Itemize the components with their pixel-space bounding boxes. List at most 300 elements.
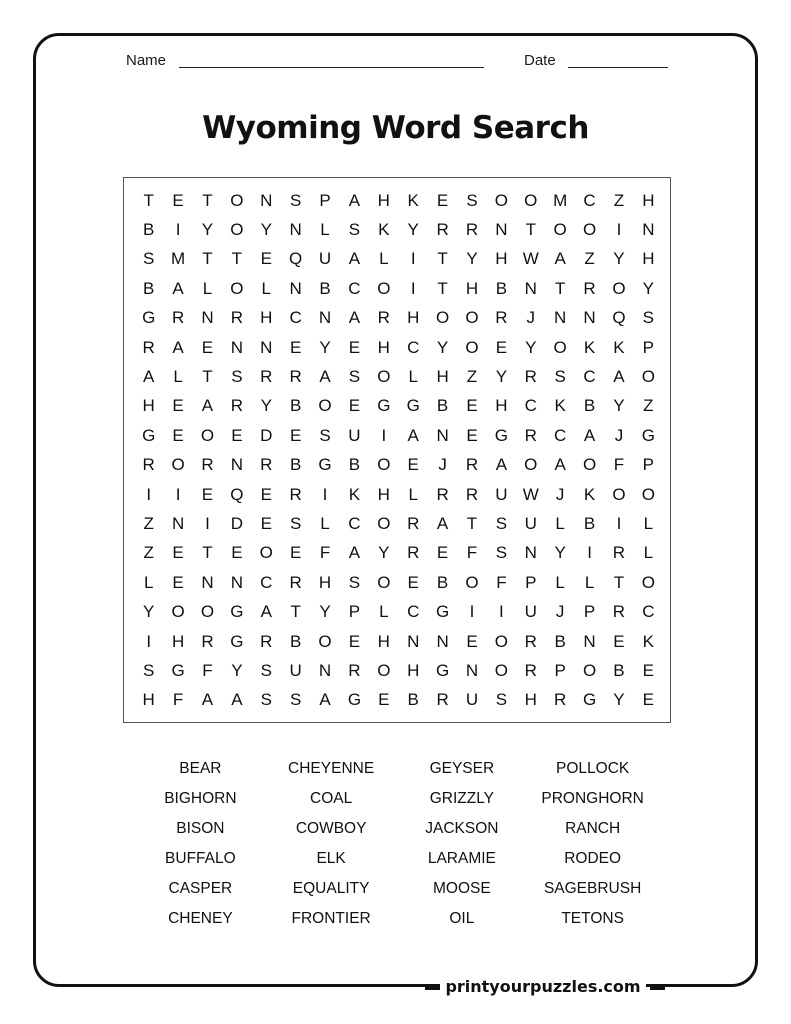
- grid-letter: I: [175, 220, 181, 240]
- grid-letter: I: [175, 484, 181, 504]
- grid-letter: Y: [319, 602, 331, 622]
- grid-letter: B: [613, 660, 625, 680]
- grid-letter: G: [142, 425, 156, 445]
- grid-letter: O: [465, 337, 479, 357]
- grid-letter: B: [143, 220, 155, 240]
- grid-letter: E: [172, 425, 184, 445]
- grid-letter: N: [289, 278, 302, 298]
- grid-letter: O: [230, 220, 244, 240]
- grid-letter: T: [143, 190, 154, 210]
- grid-letter: S: [260, 690, 272, 710]
- grid-letter: B: [289, 396, 302, 416]
- grid-letter: I: [205, 513, 210, 533]
- grid-letter: A: [348, 190, 361, 210]
- grid-letter: A: [319, 690, 331, 710]
- grid-letter: L: [379, 602, 389, 622]
- grid-letter: Y: [143, 602, 155, 622]
- grid-letter: O: [612, 484, 626, 504]
- grid-letter: E: [642, 660, 654, 680]
- grid-letter: A: [143, 367, 155, 387]
- word-item: SAGEBRUSH: [543, 880, 642, 897]
- grid-letter: E: [348, 631, 361, 651]
- grid-letter: Y: [201, 220, 214, 240]
- grid-letter: S: [289, 690, 302, 710]
- grid-letter: O: [553, 220, 567, 240]
- grid-letter: R: [407, 543, 420, 563]
- grid-letter: R: [260, 631, 273, 651]
- grid-letter: F: [613, 455, 625, 475]
- grid-letter: R: [524, 367, 537, 387]
- grid-letter: C: [348, 278, 361, 298]
- grid-letter: C: [554, 425, 567, 445]
- grid-letter: R: [230, 396, 243, 416]
- grid-letter: A: [583, 425, 596, 445]
- grid-letter: H: [642, 190, 655, 210]
- grid-letter: O: [641, 572, 655, 592]
- grid-letter: S: [495, 513, 508, 533]
- grid-letter: H: [318, 572, 332, 592]
- grid-letter: O: [377, 513, 391, 533]
- grid-letter: A: [172, 278, 184, 298]
- grid-letter: R: [495, 308, 508, 328]
- grid-letter: H: [377, 190, 390, 210]
- grid-letter: O: [524, 455, 538, 475]
- grid-letter: N: [230, 572, 243, 592]
- grid-letter: R: [201, 455, 214, 475]
- grid-letter: R: [348, 660, 361, 680]
- date-line: [568, 67, 668, 68]
- grid-letter: E: [172, 572, 184, 592]
- grid-letter: E: [407, 455, 419, 475]
- grid-letter: A: [348, 308, 361, 328]
- word-item: BEAR: [179, 760, 222, 777]
- grid-letter: H: [377, 484, 390, 504]
- grid-letter: O: [259, 543, 273, 563]
- grid-letter: H: [495, 396, 508, 416]
- grid-letter: B: [348, 455, 361, 475]
- grid-letter: E: [231, 425, 243, 445]
- grid-letter: O: [612, 278, 626, 298]
- grid-letter: O: [318, 396, 332, 416]
- grid-letter: N: [642, 220, 655, 240]
- grid-letter: F: [202, 660, 213, 680]
- grid-letter: B: [554, 631, 566, 651]
- grid-letter: O: [377, 660, 391, 680]
- grid-letter: Y: [378, 543, 390, 563]
- grid-letter: O: [641, 484, 655, 504]
- grid-letter: N: [495, 220, 508, 240]
- grid-letter: Y: [319, 337, 331, 357]
- grid-letter: C: [407, 602, 420, 622]
- grid-letter: L: [379, 249, 389, 269]
- grid-letter: A: [172, 337, 184, 357]
- grid-letter: C: [524, 396, 537, 416]
- grid-letter: B: [407, 690, 419, 710]
- grid-letter: L: [408, 484, 418, 504]
- word-item: CASPER: [168, 880, 233, 897]
- grid-letter: Y: [554, 543, 566, 563]
- grid-letter: D: [230, 513, 243, 533]
- grid-letter: L: [320, 220, 330, 240]
- grid-letter: A: [554, 249, 566, 269]
- grid-letter: E: [466, 631, 478, 651]
- word-item: FRONTIER: [291, 910, 371, 927]
- grid-letter: Q: [289, 249, 303, 269]
- grid-letter: T: [290, 602, 301, 622]
- grid-letter: Y: [495, 367, 508, 387]
- grid-letter: R: [524, 660, 537, 680]
- grid-letter: A: [495, 455, 508, 475]
- grid-letter: R: [436, 690, 449, 710]
- grid-letter: S: [289, 190, 302, 210]
- grid-letter: O: [641, 367, 655, 387]
- name-line: [179, 67, 484, 68]
- grid-letter: I: [616, 220, 622, 240]
- grid-letter: K: [613, 337, 625, 357]
- word-item: COAL: [310, 790, 353, 807]
- grid-letter: Y: [613, 396, 625, 416]
- grid-letter: O: [494, 660, 508, 680]
- grid-letter: R: [465, 220, 479, 240]
- grid-letter: H: [171, 631, 185, 651]
- grid-letter: Y: [613, 690, 625, 710]
- grid-letter: R: [612, 543, 626, 563]
- grid-letter: S: [143, 249, 155, 269]
- word-item: BIGHORN: [164, 790, 237, 807]
- grid-letter: G: [406, 396, 420, 416]
- grid-letter: O: [200, 602, 215, 622]
- grid-letter: L: [408, 367, 418, 387]
- grid-letter: R: [260, 455, 273, 475]
- grid-letter: R: [436, 220, 449, 240]
- grid-letter: R: [289, 484, 302, 504]
- grid-letter: R: [465, 455, 479, 475]
- grid-letter: I: [587, 543, 592, 563]
- grid-letter: L: [643, 543, 654, 563]
- grid-letter: I: [410, 249, 416, 269]
- grid-letter: T: [613, 572, 625, 592]
- grid-letter: T: [525, 220, 536, 240]
- grid-letter: E: [466, 425, 478, 445]
- grid-letter: G: [435, 602, 450, 622]
- grid-letter: U: [524, 602, 537, 622]
- grid-letter: G: [230, 602, 244, 622]
- grid-letter: R: [377, 308, 390, 328]
- grid-letter: T: [231, 249, 243, 269]
- grid-letter: Y: [260, 220, 272, 240]
- grid-letter: R: [612, 602, 626, 622]
- grid-letter: Y: [436, 337, 449, 357]
- word-item: RODEO: [564, 850, 622, 867]
- word-item: CHEYENNE: [288, 760, 375, 777]
- grid-letter: K: [642, 631, 654, 651]
- grid-letter: H: [377, 631, 390, 651]
- grid-letter: R: [289, 572, 302, 592]
- grid-letter: E: [348, 337, 361, 357]
- grid-letter: S: [231, 367, 243, 387]
- grid-letter: O: [582, 220, 597, 240]
- grid-letter: H: [407, 308, 420, 328]
- letter-grid: [134, 186, 663, 715]
- date-label: Date: [524, 52, 556, 69]
- grid-letter: E: [260, 484, 272, 504]
- grid-letter: A: [554, 455, 566, 475]
- grid-letter: H: [377, 337, 390, 357]
- grid-letter: N: [171, 513, 185, 533]
- grid-letter: G: [142, 308, 156, 328]
- grid-letter: A: [348, 249, 361, 269]
- grid-letter: I: [616, 513, 622, 533]
- grid-letter: B: [289, 455, 302, 475]
- grid-letter: I: [410, 278, 416, 298]
- grid-letter: G: [435, 660, 450, 680]
- grid-letter: Q: [612, 308, 626, 328]
- grid-letter: Y: [613, 249, 625, 269]
- grid-letter: T: [437, 278, 448, 298]
- grid-letter: O: [230, 278, 244, 298]
- grid-letter: R: [524, 631, 537, 651]
- grid-letter: B: [495, 278, 508, 298]
- grid-letter: A: [260, 602, 272, 622]
- grid-letter: O: [582, 455, 597, 475]
- word-item: BISON: [176, 820, 225, 837]
- word-item: POLLOCK: [556, 760, 630, 777]
- grid-letter: T: [466, 513, 478, 533]
- grid-letter: Z: [143, 543, 154, 563]
- grid-letter: Y: [642, 278, 654, 298]
- grid-letter: R: [260, 367, 273, 387]
- grid-letter: N: [318, 660, 332, 680]
- grid-letter: B: [436, 572, 449, 592]
- grid-letter: O: [494, 190, 508, 210]
- grid-letter: O: [524, 190, 538, 210]
- grid-letter: S: [495, 543, 508, 563]
- grid-letter: H: [407, 660, 420, 680]
- word-item: BUFFALO: [165, 850, 236, 867]
- grid-letter: B: [583, 396, 596, 416]
- grid-letter: S: [348, 367, 361, 387]
- grid-letter: H: [495, 249, 508, 269]
- grid-letter: L: [202, 278, 213, 298]
- word-item: LARAMIE: [427, 850, 496, 867]
- grid-letter: H: [142, 690, 155, 710]
- grid-letter: T: [202, 543, 213, 563]
- grid-letter: O: [171, 602, 185, 622]
- grid-letter: C: [348, 513, 361, 533]
- grid-letter: N: [436, 425, 449, 445]
- grid-letter: Y: [466, 249, 478, 269]
- grid-letter: R: [230, 308, 243, 328]
- grid-letter: E: [613, 631, 625, 651]
- grid-letter: R: [201, 631, 214, 651]
- grid-letter: P: [642, 337, 654, 357]
- grid-letter: L: [261, 278, 271, 298]
- grid-letter: F: [172, 690, 184, 710]
- word-item: MOOSE: [433, 880, 491, 897]
- grid-letter: G: [582, 690, 597, 710]
- grid-letter: U: [348, 425, 361, 445]
- grid-letter: R: [465, 484, 479, 504]
- grid-letter: P: [319, 190, 331, 210]
- grid-letter: R: [524, 425, 537, 445]
- grid-letter: G: [377, 396, 391, 416]
- grid-letter: E: [642, 690, 654, 710]
- grid-letter: E: [407, 572, 419, 592]
- grid-letter: E: [289, 337, 302, 357]
- grid-letter: J: [438, 455, 447, 475]
- grid-letter: O: [582, 660, 597, 680]
- grid-letter: E: [260, 513, 272, 533]
- grid-letter: I: [469, 602, 475, 622]
- grid-letter: F: [319, 543, 331, 563]
- grid-letter: K: [407, 190, 419, 210]
- grid-letter: G: [171, 660, 185, 680]
- grid-letter: W: [522, 484, 539, 504]
- grid-letter: O: [171, 455, 185, 475]
- grid-letter: N: [583, 631, 596, 651]
- grid-letter: M: [171, 249, 186, 269]
- grid-letter: O: [553, 337, 567, 357]
- grid-letter: C: [289, 308, 302, 328]
- grid-letter: Z: [584, 249, 595, 269]
- grid-letter: S: [348, 572, 361, 592]
- grid-letter: N: [230, 337, 243, 357]
- grid-letter: C: [407, 337, 420, 357]
- word-item: EQUALITY: [292, 880, 370, 897]
- grid-letter: C: [583, 190, 596, 210]
- grid-letter: E: [348, 396, 361, 416]
- grid-letter: N: [318, 308, 332, 328]
- grid-letter: I: [381, 425, 387, 445]
- grid-letter: E: [201, 337, 214, 357]
- grid-letter: R: [436, 484, 449, 504]
- grid-letter: U: [524, 513, 537, 533]
- grid-letter: T: [202, 190, 213, 210]
- grid-letter: Z: [143, 513, 154, 533]
- footer-site: printyourpuzzles.com: [440, 973, 646, 1001]
- grid-letter: E: [466, 396, 478, 416]
- grid-letter: N: [583, 308, 596, 328]
- grid-letter: E: [378, 690, 390, 710]
- grid-letter: F: [466, 543, 478, 563]
- grid-letter: C: [583, 367, 596, 387]
- grid-letter: S: [319, 425, 331, 445]
- grid-letter: Z: [466, 367, 478, 387]
- grid-letter: P: [583, 602, 596, 622]
- grid-letter: N: [465, 660, 479, 680]
- grid-letter: K: [348, 484, 361, 504]
- grid-letter: N: [201, 572, 214, 592]
- grid-letter: O: [200, 425, 215, 445]
- grid-letter: L: [320, 513, 330, 533]
- word-item: COWBOY: [295, 820, 367, 837]
- grid-letter: Y: [260, 396, 272, 416]
- grid-letter: B: [289, 631, 302, 651]
- grid-letter: U: [289, 660, 302, 680]
- grid-letter: A: [231, 690, 243, 710]
- puzzle-grid-box: [123, 177, 671, 723]
- grid-letter: E: [201, 484, 214, 504]
- grid-letter: H: [465, 278, 479, 298]
- grid-letter: K: [583, 484, 596, 504]
- word-item: OIL: [449, 910, 475, 927]
- grid-letter: R: [171, 308, 185, 328]
- grid-letter: N: [289, 220, 302, 240]
- grid-letter: O: [377, 367, 391, 387]
- grid-letter: T: [554, 278, 566, 298]
- grid-letter: O: [318, 631, 332, 651]
- grid-letter: N: [230, 455, 243, 475]
- grid-letter: N: [407, 631, 420, 651]
- word-item: CHENEY: [168, 910, 233, 927]
- grid-letter: P: [348, 602, 361, 622]
- grid-letter: H: [142, 396, 155, 416]
- grid-letter: P: [554, 660, 566, 680]
- word-item: JACKSON: [425, 820, 499, 837]
- grid-letter: N: [524, 278, 537, 298]
- grid-letter: R: [583, 278, 596, 298]
- grid-letter: S: [348, 220, 361, 240]
- grid-letter: N: [554, 308, 567, 328]
- grid-letter: O: [377, 455, 391, 475]
- grid-letter: E: [172, 190, 184, 210]
- grid-letter: E: [260, 249, 272, 269]
- grid-letter: T: [202, 249, 213, 269]
- grid-letter: S: [289, 513, 302, 533]
- grid-letter: Y: [231, 660, 243, 680]
- word-item: RANCH: [565, 820, 621, 837]
- footer: [0, 973, 791, 1003]
- grid-letter: E: [436, 543, 449, 563]
- grid-letter: S: [495, 690, 508, 710]
- word-item: GRIZZLY: [429, 790, 495, 807]
- grid-letter: G: [641, 425, 655, 445]
- grid-letter: J: [526, 308, 536, 328]
- grid-letter: E: [231, 543, 243, 563]
- grid-letter: G: [347, 690, 362, 710]
- grid-letter: R: [407, 513, 420, 533]
- word-item: PRONGHORN: [541, 790, 644, 807]
- footer-line-left: [425, 987, 440, 990]
- grid-letter: W: [522, 249, 539, 269]
- grid-letter: L: [555, 572, 565, 592]
- grid-letter: U: [465, 690, 479, 710]
- grid-letter: J: [614, 425, 624, 445]
- grid-letter: U: [495, 484, 508, 504]
- grid-letter: Q: [230, 484, 244, 504]
- grid-letter: O: [435, 308, 450, 328]
- grid-letter: S: [554, 367, 566, 387]
- grid-letter: C: [260, 572, 273, 592]
- grid-letter: E: [172, 543, 184, 563]
- grid-letter: A: [201, 690, 214, 710]
- grid-letter: Z: [643, 396, 654, 416]
- grid-letter: L: [143, 572, 154, 592]
- grid-letter: G: [494, 425, 508, 445]
- grid-letter: T: [202, 367, 213, 387]
- word-item: ELK: [316, 850, 346, 867]
- grid-letter: A: [201, 396, 214, 416]
- grid-letter: Z: [613, 190, 625, 210]
- grid-letter: O: [494, 631, 508, 651]
- grid-letter: E: [436, 190, 449, 210]
- grid-letter: N: [260, 337, 273, 357]
- grid-letter: R: [142, 455, 155, 475]
- word-item: GEYSER: [429, 760, 495, 777]
- grid-letter: A: [319, 367, 331, 387]
- grid-letter: H: [260, 308, 273, 328]
- grid-letter: O: [230, 190, 244, 210]
